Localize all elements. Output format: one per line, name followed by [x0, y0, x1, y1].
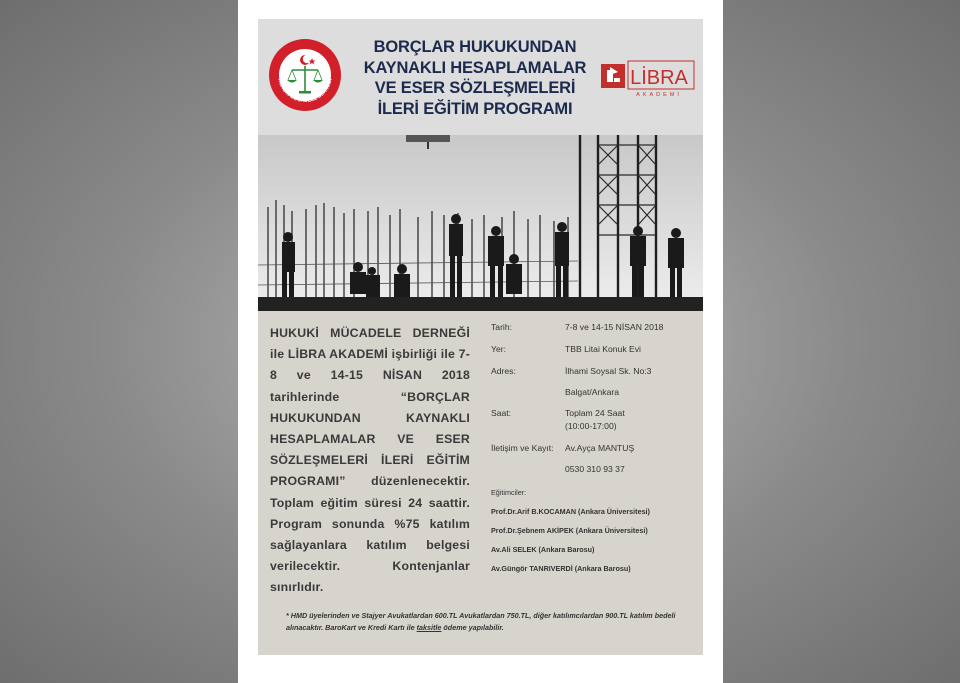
title-line: VE ESER SÖZLEŞMELERİ — [374, 79, 576, 97]
title-line: BORÇLAR HUKUKUNDAN — [373, 38, 577, 56]
title-line: İLERİ EĞİTİM PROGRAMI — [377, 99, 573, 118]
title-line: KAYNAKLI HESAPLAMALAR — [363, 58, 587, 77]
libra-logo-text: LİBRA — [630, 67, 688, 89]
contact-name: Av.Ayça MANTUŞ — [565, 443, 635, 453]
libra-logo-subtext: AKADEMİ — [636, 92, 682, 98]
contact-phone: 0530 310 93 37 — [565, 464, 625, 474]
trainer-item: Prof.Dr.Şebnem AKİPEK (Ankara Üniversitesi) — [491, 526, 648, 535]
date-value: 7-8 ve 14-15 NİSAN 2018 — [565, 322, 664, 332]
trainers-title: Eğitimciler: — [491, 488, 527, 497]
contact-label: İletişim ve Kayıt: — [491, 443, 554, 453]
place-label: Yer: — [491, 344, 506, 354]
poster-header — [258, 19, 703, 135]
event-description: HUKUKİ MÜCADELE DERNEĞİ ile LİBRA AKADEMİ işbirliği ile 7-8 ve 14-15 NİSAN 2018 tarihlerinde “BORÇLAR HUKUKUNDAN KAYNAKLI HESAPLAMALAR VE ESER SÖZLEŞMELERİ İLERİ EĞİTİM PROGRAMI” düzenlenecektir. Toplam eğitim süresi 24 saattir. Program sonunda %75 katılım sağlayanlara katılım belgesi verilecektir. Kontenjanlar sınırlıdır. — [270, 326, 470, 595]
address-label: Adres: — [491, 366, 516, 376]
trainer-item: Prof.Dr.Arif B.KOCAMAN (Ankara Üniversitesi) — [491, 507, 650, 516]
libra-akademi-logo — [601, 53, 697, 99]
event-info-section — [258, 311, 703, 655]
place-value: TBB Litai Konuk Evi — [565, 344, 641, 354]
construction-workers-photo — [258, 135, 703, 311]
hmd-logo — [268, 38, 342, 112]
event-poster — [258, 19, 703, 655]
time-line1: Toplam 24 Saat — [565, 408, 625, 418]
time-label: Saat: — [491, 408, 512, 418]
address-line1: İlhami Soysal Sk. No:3 — [565, 366, 652, 376]
trainer-item: Av.Ali SELEK (Ankara Barosu) — [491, 545, 595, 554]
hmd-logo-text: HUKUKİ MÜCADELE DERNEĞİ — [276, 78, 334, 105]
fee-note — [286, 610, 691, 633]
fee-note-text: * HMD üyelerinden ve Stajyer Avukatlardan 600.TL Avukatlardan 750.TL, diğer katılımcılardan 900.TL katılım bedeli alınacaktır. BaroKart ve Kredi Kartı ile — [286, 611, 676, 632]
time-line2: (10:00-17:00) — [565, 421, 617, 431]
document-page — [238, 0, 723, 683]
fee-note-underlined: taksitle — [416, 622, 442, 632]
date-label: Tarih: — [491, 322, 513, 332]
address-line2: Balgat/Ankara — [565, 387, 619, 397]
trainer-item: Av.Güngör TANRIVERDİ (Ankara Barosu) — [491, 564, 631, 573]
fee-note-suffix: ödeme yapılabilir. — [441, 622, 504, 632]
program-title — [350, 37, 600, 119]
